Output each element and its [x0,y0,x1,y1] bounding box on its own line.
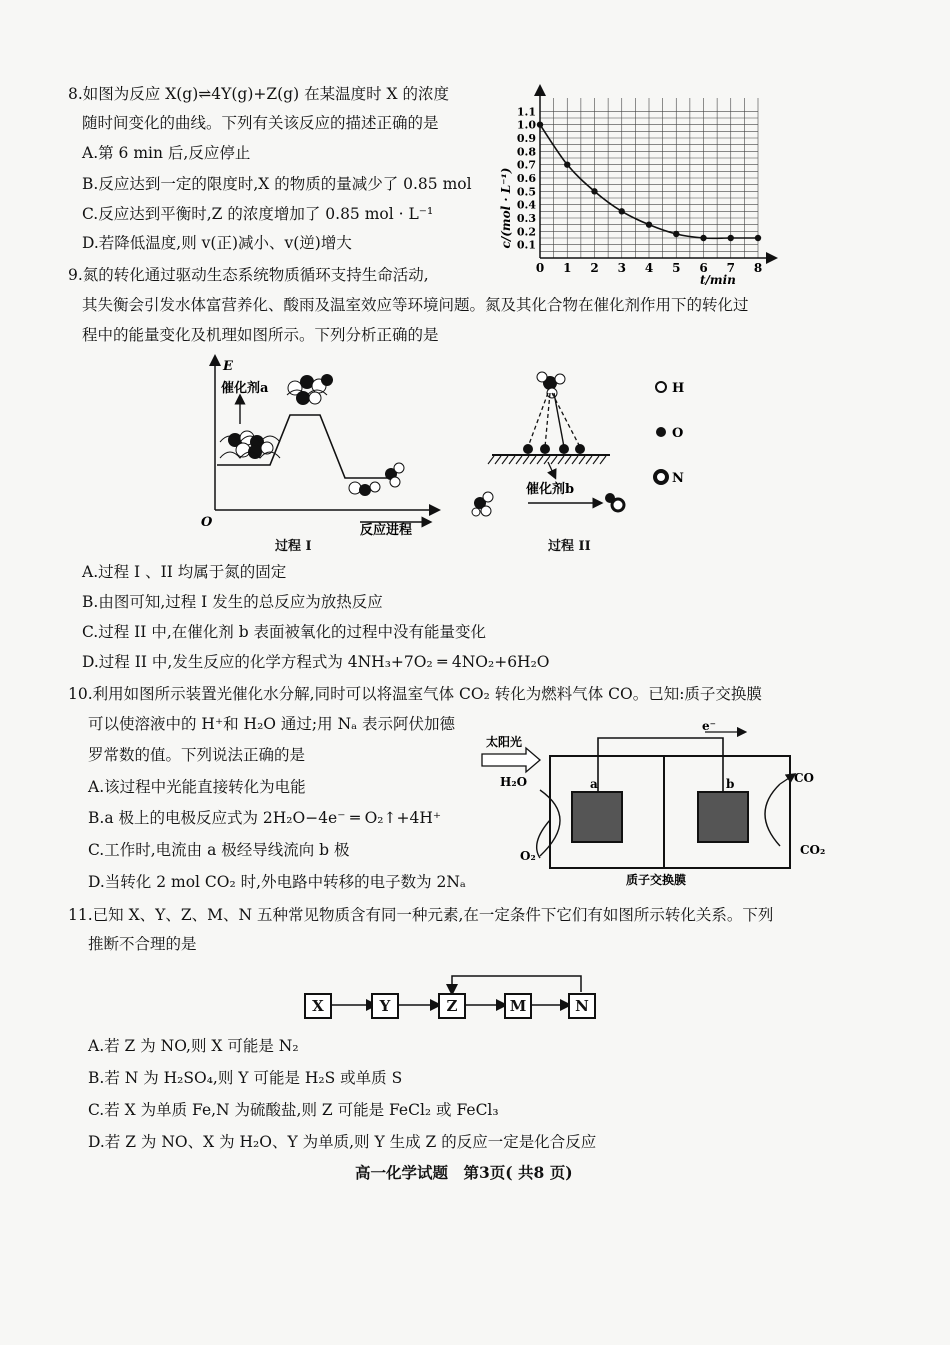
y-tick-label: 0.8 [516,145,536,159]
y-tick-label: 1.0 [516,118,536,132]
reactant-molecule-icon [472,492,493,516]
co2-flow-curve [765,784,780,846]
q9-option-a: A.过程 I 、II 均属于氮的固定 [82,563,287,581]
legend-n-label: N [672,471,684,486]
co2-label: CO₂ [800,843,826,857]
x-tick-label: 2 [590,261,599,275]
o2-label: O₂ [520,849,536,863]
legend-h-label: H [672,381,685,396]
co-label: CO [794,771,815,785]
page-footer: 高一化学试题 第3页( 共8 页) [355,1163,573,1182]
electrode-a-label: a [590,777,598,791]
q11-option-c: C.若 X 为单质 Fe,N 为硫酸盐,则 Z 可能是 FeCl₂ 或 FeCl₃ [88,1101,499,1119]
q8-stem-line1: 8.如图为反应 X(g)⇌4Y(g)+Z(g) 在某温度时 X 的浓度 [68,85,449,103]
catalyst-b-label: 催化剂b [526,482,575,497]
chart-x-axis-label: t/min [700,273,736,287]
q11-stem-line2: 推断不合理的是 [88,935,197,953]
origin-label: O [201,515,213,530]
oxygen-legend-icon [656,427,666,437]
external-wire [598,738,723,792]
y-tick-label: 0.4 [516,198,536,212]
flow-box-x: X [304,993,332,1019]
y-tick-label: 0.1 [516,238,536,252]
catalyst-a-label: 催化剂a [221,381,269,396]
q9-stem-line2: 其失衡会引发水体富营养化、酸雨及温室效应等环境问题。氮及其化合物在催化剂作用下的转化过 [82,296,749,314]
flow-box-y: Y [371,993,399,1019]
process-1-caption: 过程 I [275,539,312,554]
progress-label: 反应进程 [360,523,413,538]
h2o-label: H₂O [500,775,528,789]
x-tick-label: 7 [726,261,735,275]
sunlight-label: 太阳光 [486,735,523,749]
q11-option-a: A.若 Z 为 NO,则 X 可能是 N₂ [88,1037,299,1055]
data-point [564,161,570,167]
process-2-catalyst-diagram [470,365,650,530]
q10-option-d: D.当转化 2 mol CO₂ 时,外电路中转移的电子数为 2Nₐ [88,873,466,891]
q10-stem-line3: 罗常数的值。下列说法正确的是 [88,746,306,764]
electrode-a [572,792,622,842]
q10-stem-line1: 10.利用如图所示装置光催化水分解,同时可以将温室气体 CO₂ 转化为燃料气体 CO。已知:质子交换膜 [68,685,762,703]
q10-option-b: B.a 极上的电极反应式为 2H₂O−4e⁻ ═ O₂↑+4H⁺ [88,809,442,827]
x-tick-label: 1 [563,261,572,275]
y-tick-label: 0.9 [516,132,536,145]
atom-legend [652,378,702,488]
process-1-energy-diagram [195,350,445,550]
data-point [755,235,761,241]
electron-label: e⁻ [702,719,716,733]
product-cluster-icon [349,463,404,496]
concentration-chart [488,88,788,288]
q9-option-d: D.过程 II 中,发生反应的化学方程式为 4NH₃+7O₂ ═ 4NO₂+6H₂O [82,653,550,671]
process-2-caption: 过程 II [548,539,591,554]
q8-stem-line2: 随时间变化的曲线。下列有关该反应的描述正确的是 [82,114,439,132]
q11-stem-line1: 11.已知 X、Y、Z、M、N 五种常见物质含有同一种元素,在一定条件下它们有如图所示转化关系。下列 [68,906,774,924]
chart-grid [540,98,758,258]
electrode-b [698,792,748,842]
q9-stem-line3: 程中的能量变化及机理如图所示。下列分析正确的是 [82,326,439,344]
photocatalysis-cell-diagram [480,719,840,893]
data-point [646,221,652,227]
sunlight-arrow-icon [482,748,540,772]
nitrogen-legend-icon [655,471,667,483]
y-tick-label: 0.2 [516,225,536,239]
legend-o-label: O [672,426,684,441]
no-molecule-icon [605,493,624,511]
data-point [700,235,706,241]
x-tick-label: 5 [672,261,681,275]
data-point [537,121,543,127]
data-point [728,235,734,241]
data-point [619,208,625,214]
flow-box-m: M [504,993,532,1019]
x-tick-label: 8 [753,261,763,275]
x-tick-label: 3 [617,261,626,275]
q8-option-a: A.第 6 min 后,反应停止 [82,144,251,162]
x-tick-label: 6 [699,261,708,275]
q8-option-d: D.若降低温度,则 v(正)减小、v(逆)增大 [82,234,352,252]
flow-box-n: N [568,993,596,1019]
hydrogen-legend-icon [656,382,666,392]
q10-option-c: C.工作时,电流由 a 极经导线流向 b 极 [88,841,350,859]
e-axis-label: E [223,359,233,374]
catalyst-a-cluster-icon [220,431,280,459]
electrode-b-label: b [726,777,735,791]
y-tick-label: 0.3 [516,212,536,225]
q9-option-c: C.过程 II 中,在催化剂 b 表面被氧化的过程中没有能量变化 [82,623,487,641]
chart-y-axis-label: c/(mol · L⁻¹) [499,167,513,249]
x-tick-label: 4 [644,261,654,275]
data-point [591,188,597,194]
q8-option-c: C.反应达到平衡时,Z 的浓度增加了 0.85 mol · L⁻¹ [82,205,434,223]
q9-option-b: B.由图可知,过程 I 发生的总反应为放热反应 [82,593,383,611]
data-point [673,231,679,237]
y-tick-label: 0.6 [516,172,536,185]
flow-box-z: Z [438,993,466,1019]
q9-stem-line1: 9.氮的转化通过驱动生态系统物质循环支持生命活动, [68,266,429,284]
q8-option-b: B.反应达到一定的限度时,X 的物质的量减少了 0.85 mol [82,175,472,193]
q10-option-a: A.该过程中光能直接转化为电能 [88,778,306,796]
x-tick-label: 0 [535,261,545,275]
q11-option-b: B.若 N 为 H₂SO₄,则 Y 可能是 H₂S 或单质 S [88,1069,403,1087]
membrane-label: 质子交换膜 [626,873,687,887]
y-tick-label: 0.5 [516,185,536,199]
y-tick-label: 1.1 [516,105,536,119]
y-tick-label: 0.7 [516,158,536,172]
nh3-molecule-icon [537,372,565,398]
q10-stem-line2: 可以使溶液中的 H⁺和 H₂O 通过;用 Nₐ 表示阿伏加德 [88,715,456,733]
q11-option-d: D.若 Z 为 NO、X 为 H₂O、Y 为单质,则 Y 生成 Z 的反应一定是化合反应 [88,1133,597,1151]
transition-cluster-icon [287,374,333,405]
